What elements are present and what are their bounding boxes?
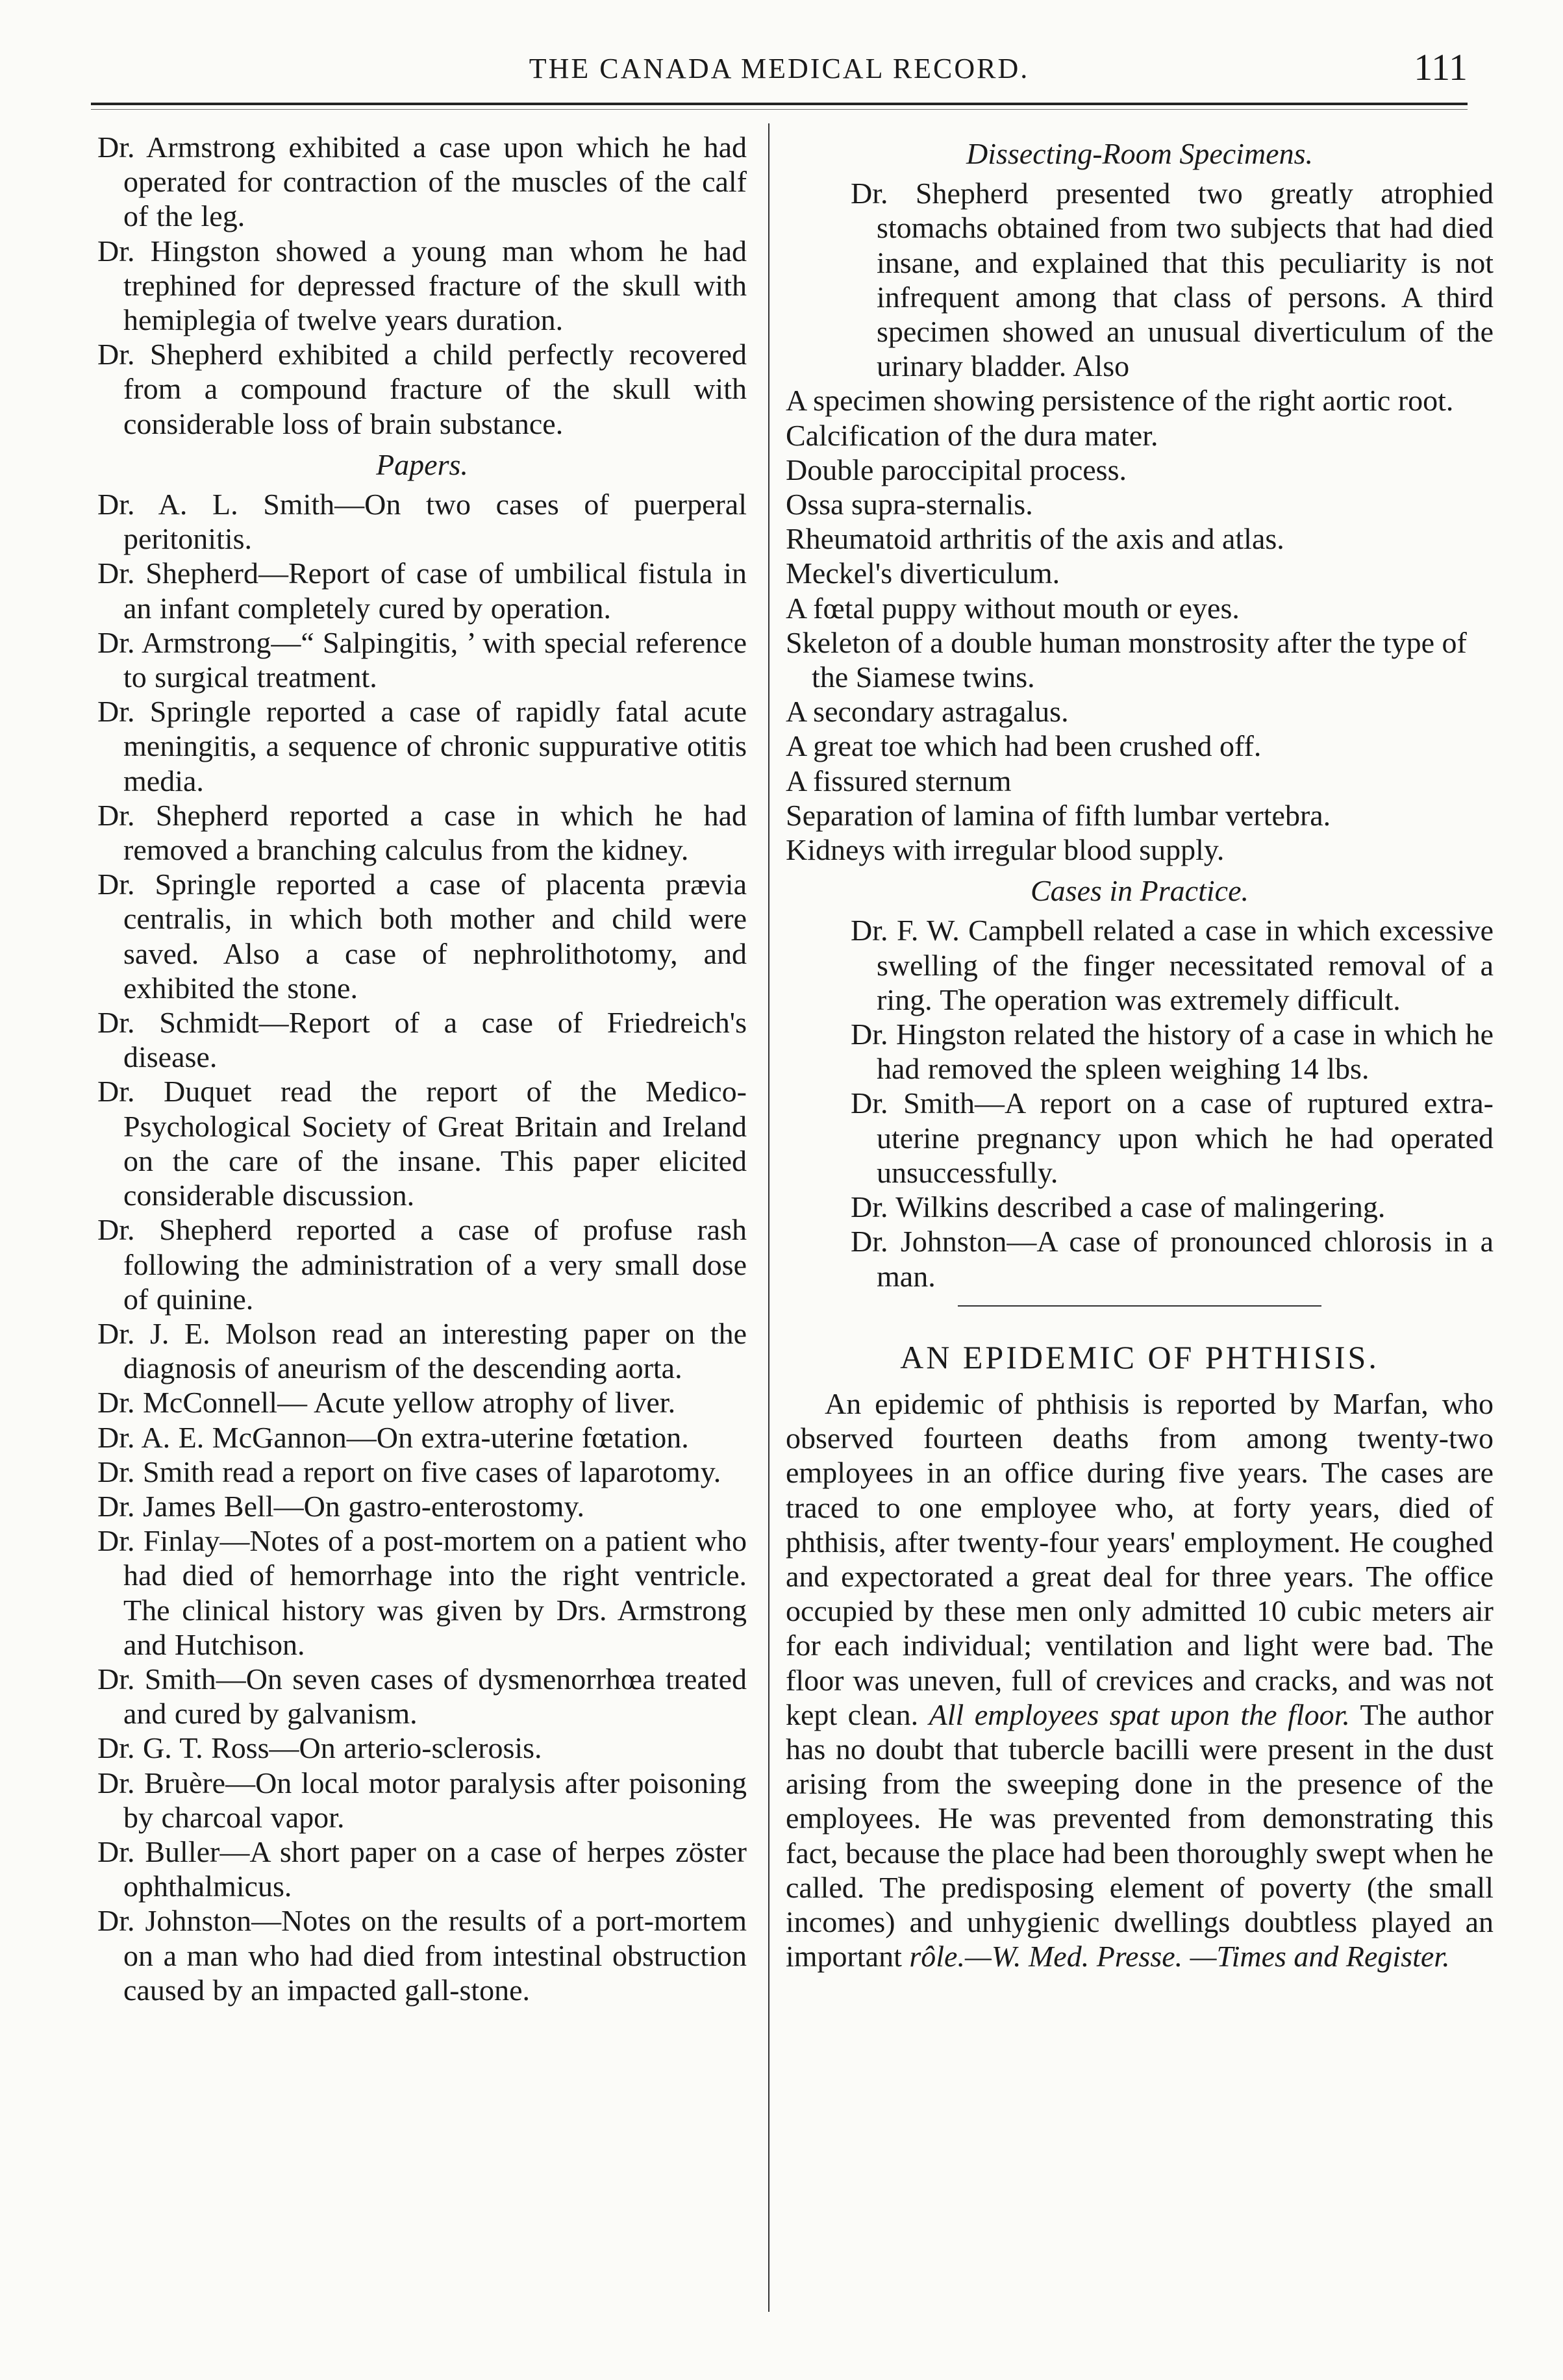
paper-entry: Dr. G. T. Ross—On arterio-sclerosis. — [97, 1731, 542, 1765]
case-entry: Dr. Johnston—A case of pronounced chlorosis in a man. — [851, 1225, 1494, 1293]
journal-title: THE CANADA MEDICAL RECORD. — [529, 53, 1030, 84]
specimen-item: A fœtal puppy without mouth or eyes. — [786, 591, 1240, 625]
paper-entry: Dr. Smith—On seven cases of dysmenorrhœa treated and cured by galvanism. — [97, 1662, 747, 1731]
case-entry: Dr. Wilkins described a case of malingering. — [851, 1190, 1386, 1224]
column-divider — [768, 123, 769, 2312]
specimen-item: A great toe which had been crushed off. — [786, 729, 1262, 763]
specimen-item: Meckel's diverticulum. — [786, 557, 1060, 590]
paper-entry: Dr. A. E. McGannon—On extra-uterine fœtation. — [97, 1420, 689, 1454]
case-entry: Dr. Hingston related the history of a case in which he had removed the spleen weighing 14 lbs. — [851, 1018, 1494, 1086]
specimen-item: Double paroccipital process. — [786, 453, 1127, 486]
paper-entry: Dr. A. L. Smith—On two cases of puerperal peritonitis. — [97, 488, 747, 556]
article-role-word: rôle. — [909, 1940, 965, 1973]
exhibit-entry: Dr. Shepherd exhibited a child perfectly recovered from a compound fracture of the skull with considerable loss of brain substance. — [97, 338, 747, 440]
right-column — [786, 130, 1494, 1973]
specimen-item: Kidneys with irregular blood supply. — [786, 833, 1225, 867]
case-entry: Dr. F. W. Campbell related a case in which excessive swelling of the finger necessitated removal of a ring. The operation was extremely difficult. — [851, 914, 1494, 1016]
section-rule — [958, 1305, 1321, 1307]
dissecting-intro: Dr. Shepherd presented two greatly atrophied stomachs obtained from two subjects that had died insane, and explained that this peculiarity is not infrequent among that class of persons. A third specimen showed an unusual diverticulum of the urinary bladder. Also — [851, 177, 1494, 383]
specimen-item: A specimen showing persistence of the right aortic root. — [786, 384, 1454, 418]
specimen-item: A secondary astragalus. — [786, 695, 1069, 729]
paper-entry: Dr. Duquet read the report of the Medico-Psychological Society of Great Britain and Ireland on the care of the insane. This paper elicited considerable discussion. — [97, 1075, 747, 1212]
page-header — [91, 45, 1468, 91]
paper-entry: Dr. James Bell—On gastro-enterostomy. — [97, 1489, 584, 1523]
paper-entry: Dr. Shepherd—Report of case of umbilical fistula in an infant completely cured by operation. — [97, 557, 747, 625]
case-entry: Dr. Smith—A report on a case of ruptured extra-uterine pregnancy upon which he had operated unsuccessfully. — [851, 1086, 1494, 1189]
papers-heading: Papers. — [376, 447, 468, 481]
specimen-item: Separation of lamina of fifth lumbar vertebra. — [786, 798, 1331, 832]
specimen-item: Ossa supra-sternalis. — [786, 488, 1033, 521]
paper-entry: Dr. Armstrong—“ Salpingitis, ’ with special reference to surgical treatment. — [97, 625, 747, 694]
dissecting-heading: Dissecting-Room Specimens. — [966, 137, 1313, 170]
specimen-item: Rheumatoid arthritis of the axis and atlas. — [786, 522, 1284, 556]
article-source: —W. Med. Presse. —Times and Register. — [964, 1940, 1450, 1973]
specimen-item: A fissured sternum — [786, 764, 1012, 797]
paper-entry: Dr. Springle reported a case of rapidly fatal acute meningitis, a sequence of chronic suppurative otitis media. — [97, 695, 747, 797]
paper-entry: Dr. Bruère—On local motor paralysis after poisoning by charcoal vapor. — [97, 1766, 747, 1834]
header-rule-thin — [91, 109, 1468, 110]
paper-entry: Dr. Schmidt—Report of a case of Friedreich's disease. — [97, 1006, 747, 1074]
paper-entry: Dr. McConnell— Acute yellow atrophy of liver. — [97, 1386, 676, 1420]
paper-entry: Dr. Springle reported a case of placenta prævia centralis, in which both mother and child were saved. Also a case of nephrolithotomy, and exhibited the stone. — [97, 868, 747, 1005]
article-title: AN EPIDEMIC OF PHTHISIS. — [900, 1338, 1379, 1375]
article-emphasis: All employees spat upon the floor. — [929, 1697, 1350, 1731]
exhibit-entry: Dr. Hingston showed a young man whom he had trephined for depressed fracture of the skull with hemiplegia of twelve years duration. — [97, 234, 747, 337]
specimen-item: Skeleton of a double human monstrosity after the type of the Siamese twins. — [786, 625, 1467, 694]
header-rule — [91, 103, 1468, 105]
article-body-end: The author has no doubt that tubercle bacilli were present in the dust arising from the sweeping done in the presence of the employees. He was prevented from demonstrating this fact, because the place had been thoroughly swept when he called. The predisposing element of poverty (the small incomes) and unhygienic dwellings doubtless played an important — [786, 1697, 1494, 1973]
paper-entry: Dr. J. E. Molson read an interesting paper on the diagnosis of aneurism of the descending aorta. — [97, 1316, 747, 1385]
paper-entry: Dr. Shepherd reported a case of profuse rash following the administration of a very small dose of quinine. — [97, 1213, 747, 1316]
left-column — [97, 130, 747, 2007]
paper-entry: Dr. Smith read a report on five cases of laparotomy. — [97, 1455, 721, 1488]
exhibit-entry: Dr. Armstrong exhibited a case upon which he had operated for contraction of the muscles of the calf of the leg. — [97, 131, 747, 233]
paper-entry: Dr. Buller—A short paper on a case of herpes zöster ophthalmicus. — [97, 1835, 747, 1903]
paper-entry: Dr. Johnston—Notes on the results of a port-mortem on a man who had died from intestinal obstruction caused by an impacted gall-stone. — [97, 1904, 747, 2007]
paper-entry: Dr. Shepherd reported a case in which he had removed a branching calculus from the kidney. — [97, 798, 747, 867]
paper-entry: Dr. Finlay—Notes of a post-mortem on a patient who had died of hemorrhage into the right ventricle. The clinical history was given by Drs. Armstrong and Hutchison. — [97, 1524, 747, 1661]
page-number: 111 — [1414, 46, 1468, 88]
article-body-start: An epidemic of phthisis is reported by Marfan, who observed fourteen deaths from among twenty-two employees in an office during five years. The cases are traced to one employee who, at forty years, died of phthisis, after twenty-four years' employment. He coughed and expectorated a great deal for three years. The office occupied by these men only admitted 10 cubic meters air for each individual; ventilation and light were bad. The floor was uneven, full of crevices and cracks, and was not kept clean. — [786, 1386, 1494, 1731]
article-body — [786, 1386, 1494, 1973]
specimen-item: Calcification of the dura mater. — [786, 418, 1158, 452]
cases-heading: Cases in Practice. — [1031, 874, 1249, 908]
